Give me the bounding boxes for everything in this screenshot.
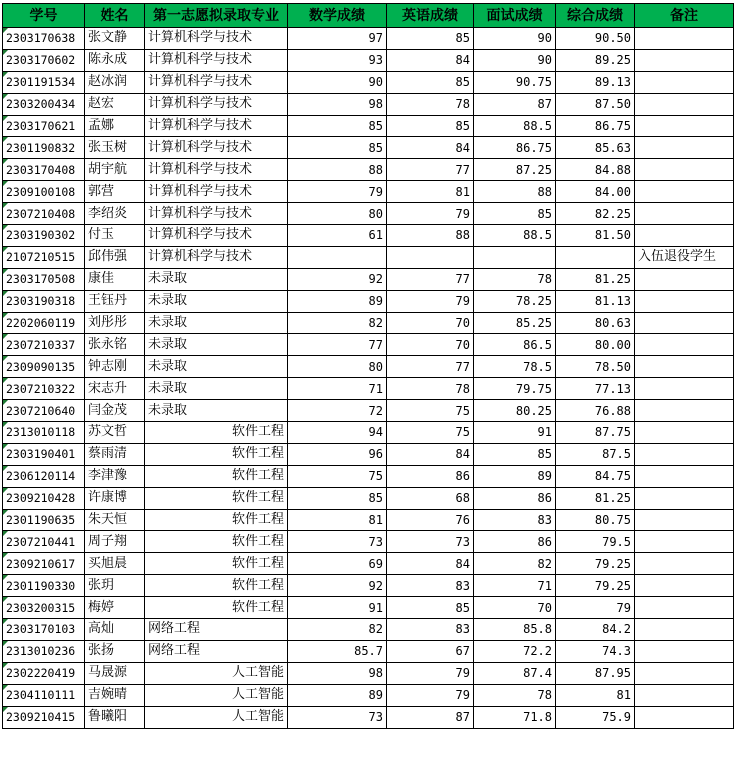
cell-note[interactable] (635, 619, 734, 641)
cell-interview-score[interactable]: 87.25 (474, 159, 556, 181)
cell-math-score[interactable]: 73 (288, 531, 387, 553)
cell-name[interactable]: 刘彤彤 (85, 312, 145, 334)
cell-major[interactable]: 软件工程 (145, 443, 288, 465)
table-row (3, 225, 734, 247)
header-total-score[interactable]: 综合成绩 (556, 4, 635, 28)
cell-english-score[interactable]: 79 (387, 290, 474, 312)
cell-english-score[interactable]: 76 (387, 509, 474, 531)
cell-interview-score[interactable]: 89 (474, 465, 556, 487)
cell-major[interactable]: 计算机科学与技术 (145, 159, 288, 181)
cell-student-id[interactable]: 2307210640 (3, 400, 85, 422)
cell-english-score[interactable]: 87 (387, 706, 474, 728)
cell-name[interactable]: 陈永成 (85, 49, 145, 71)
table-row (3, 378, 734, 400)
cell-student-id[interactable]: 2301190635 (3, 509, 85, 531)
cell-interview-score[interactable]: 83 (474, 509, 556, 531)
cell-english-score[interactable]: 85 (387, 71, 474, 93)
cell-name[interactable]: 蔡雨清 (85, 443, 145, 465)
table-row (3, 71, 734, 93)
table-row (3, 93, 734, 115)
cell-student-id[interactable]: 2307210322 (3, 378, 85, 400)
cell-name[interactable]: 张文静 (85, 28, 145, 50)
cell-english-score[interactable]: 67 (387, 640, 474, 662)
cell-total-score[interactable]: 81 (556, 684, 635, 706)
cell-interview-score[interactable]: 91 (474, 422, 556, 444)
header-major[interactable]: 第一志愿拟录取专业 (145, 4, 288, 28)
cell-student-id[interactable]: 2303170508 (3, 268, 85, 290)
cell-total-score[interactable]: 87.75 (556, 422, 635, 444)
cell-math-score[interactable]: 92 (288, 268, 387, 290)
cell-major[interactable]: 软件工程 (145, 422, 288, 444)
cell-student-id[interactable]: 2301190832 (3, 137, 85, 159)
cell-english-score[interactable]: 75 (387, 400, 474, 422)
cell-total-score[interactable]: 79.25 (556, 575, 635, 597)
cell-name[interactable]: 宋志升 (85, 378, 145, 400)
cell-note[interactable] (635, 553, 734, 575)
cell-english-score[interactable]: 85 (387, 597, 474, 619)
cell-math-score[interactable]: 69 (288, 553, 387, 575)
cell-english-score[interactable] (387, 246, 474, 268)
cell-total-score[interactable]: 79.5 (556, 531, 635, 553)
table-row (3, 203, 734, 225)
cell-english-score[interactable]: 68 (387, 487, 474, 509)
cell-student-id[interactable]: 2309100108 (3, 181, 85, 203)
cell-interview-score[interactable]: 78 (474, 268, 556, 290)
cell-english-score[interactable]: 79 (387, 662, 474, 684)
cell-total-score[interactable]: 87.5 (556, 443, 635, 465)
cell-note[interactable] (635, 487, 734, 509)
cell-total-score[interactable]: 80.75 (556, 509, 635, 531)
cell-interview-score[interactable]: 85 (474, 443, 556, 465)
cell-english-score[interactable]: 81 (387, 181, 474, 203)
cell-interview-score[interactable]: 78.25 (474, 290, 556, 312)
cell-name[interactable]: 张扬 (85, 640, 145, 662)
cell-interview-score[interactable]: 88 (474, 181, 556, 203)
cell-name[interactable]: 张永铭 (85, 334, 145, 356)
table-row (3, 553, 734, 575)
cell-student-id[interactable]: 2301191534 (3, 71, 85, 93)
cell-interview-score[interactable]: 78.5 (474, 356, 556, 378)
cell-major[interactable]: 软件工程 (145, 465, 288, 487)
cell-name[interactable]: 付玉 (85, 225, 145, 247)
cell-math-score[interactable]: 80 (288, 356, 387, 378)
cell-interview-score[interactable]: 87.4 (474, 662, 556, 684)
cell-major[interactable]: 未录取 (145, 312, 288, 334)
cell-major[interactable]: 网络工程 (145, 640, 288, 662)
cell-note[interactable]: 入伍退役学生 (635, 246, 734, 268)
cell-math-score[interactable]: 81 (288, 509, 387, 531)
cell-math-score[interactable]: 73 (288, 706, 387, 728)
cell-english-score[interactable]: 84 (387, 553, 474, 575)
cell-major[interactable]: 未录取 (145, 356, 288, 378)
cell-math-score[interactable]: 85 (288, 137, 387, 159)
cell-name[interactable]: 鲁曦阳 (85, 706, 145, 728)
cell-english-score[interactable]: 78 (387, 378, 474, 400)
cell-total-score[interactable]: 76.88 (556, 400, 635, 422)
cell-note[interactable] (635, 71, 734, 93)
cell-name[interactable]: 闫金茂 (85, 400, 145, 422)
cell-interview-score[interactable] (474, 246, 556, 268)
cell-interview-score[interactable]: 86.75 (474, 137, 556, 159)
cell-major[interactable]: 网络工程 (145, 619, 288, 641)
cell-interview-score[interactable]: 86 (474, 531, 556, 553)
cell-math-score[interactable]: 92 (288, 575, 387, 597)
cell-total-score[interactable]: 84.00 (556, 181, 635, 203)
cell-student-id[interactable]: 2307210441 (3, 531, 85, 553)
cell-total-score[interactable]: 74.3 (556, 640, 635, 662)
cell-total-score[interactable]: 86.75 (556, 115, 635, 137)
table-row (3, 246, 734, 268)
cell-major[interactable]: 未录取 (145, 378, 288, 400)
cell-note[interactable] (635, 597, 734, 619)
cell-major[interactable]: 计算机科学与技术 (145, 28, 288, 50)
cell-major[interactable]: 计算机科学与技术 (145, 137, 288, 159)
cell-interview-score[interactable]: 87 (474, 93, 556, 115)
cell-interview-score[interactable]: 86 (474, 487, 556, 509)
table-row (3, 334, 734, 356)
cell-name[interactable]: 许康博 (85, 487, 145, 509)
cell-student-id[interactable]: 2303170638 (3, 28, 85, 50)
cell-major[interactable]: 软件工程 (145, 509, 288, 531)
cell-interview-score[interactable]: 71 (474, 575, 556, 597)
cell-total-score[interactable]: 84.88 (556, 159, 635, 181)
cell-total-score[interactable]: 87.50 (556, 93, 635, 115)
cell-student-id[interactable]: 2307210337 (3, 334, 85, 356)
cell-math-score[interactable]: 71 (288, 378, 387, 400)
cell-note[interactable] (635, 640, 734, 662)
cell-english-score[interactable]: 84 (387, 443, 474, 465)
table-row (3, 509, 734, 531)
cell-name[interactable]: 邱伟强 (85, 246, 145, 268)
table-row (3, 597, 734, 619)
cell-interview-score[interactable]: 79.75 (474, 378, 556, 400)
table-row (3, 115, 734, 137)
cell-interview-score[interactable]: 82 (474, 553, 556, 575)
cell-name[interactable]: 张玉树 (85, 137, 145, 159)
cell-student-id[interactable]: 2309090135 (3, 356, 85, 378)
header-english-score[interactable]: 英语成绩 (387, 4, 474, 28)
cell-major[interactable]: 未录取 (145, 290, 288, 312)
cell-total-score[interactable] (556, 246, 635, 268)
cell-total-score[interactable]: 81.50 (556, 225, 635, 247)
cell-interview-score[interactable]: 86.5 (474, 334, 556, 356)
cell-total-score[interactable]: 90.50 (556, 28, 635, 50)
cell-name[interactable]: 孟娜 (85, 115, 145, 137)
cell-total-score[interactable]: 81.25 (556, 268, 635, 290)
table-body (3, 28, 734, 729)
cell-interview-score[interactable]: 71.8 (474, 706, 556, 728)
cell-name[interactable]: 张玥 (85, 575, 145, 597)
cell-student-id[interactable]: 2309210428 (3, 487, 85, 509)
table-row (3, 662, 734, 684)
cell-major[interactable]: 软件工程 (145, 575, 288, 597)
cell-interview-score[interactable]: 85 (474, 203, 556, 225)
cell-name[interactable]: 周子翔 (85, 531, 145, 553)
cell-note[interactable] (635, 706, 734, 728)
cell-math-score[interactable]: 93 (288, 49, 387, 71)
cell-math-score[interactable]: 85 (288, 487, 387, 509)
cell-interview-score[interactable]: 72.2 (474, 640, 556, 662)
cell-english-score[interactable]: 77 (387, 268, 474, 290)
cell-note[interactable] (635, 268, 734, 290)
cell-note[interactable] (635, 443, 734, 465)
cell-english-score[interactable]: 83 (387, 575, 474, 597)
cell-total-score[interactable]: 82.25 (556, 203, 635, 225)
cell-major[interactable]: 未录取 (145, 400, 288, 422)
cell-math-score[interactable]: 77 (288, 334, 387, 356)
cell-english-score[interactable]: 77 (387, 356, 474, 378)
cell-english-score[interactable]: 70 (387, 334, 474, 356)
header-student-id[interactable]: 学号 (3, 4, 85, 28)
cell-major[interactable]: 软件工程 (145, 531, 288, 553)
cell-major[interactable]: 软件工程 (145, 553, 288, 575)
cell-major[interactable]: 计算机科学与技术 (145, 115, 288, 137)
cell-interview-score[interactable]: 88.5 (474, 225, 556, 247)
cell-english-score[interactable]: 88 (387, 225, 474, 247)
table-row (3, 28, 734, 50)
cell-note[interactable] (635, 49, 734, 71)
cell-interview-score[interactable]: 90.75 (474, 71, 556, 93)
cell-total-score[interactable]: 79.25 (556, 553, 635, 575)
cell-math-score[interactable]: 82 (288, 619, 387, 641)
table-row (3, 137, 734, 159)
cell-student-id[interactable]: 2303170602 (3, 49, 85, 71)
cell-student-id[interactable]: 2302220419 (3, 662, 85, 684)
table-row (3, 640, 734, 662)
cell-total-score[interactable]: 80.00 (556, 334, 635, 356)
cell-note[interactable] (635, 312, 734, 334)
cell-total-score[interactable]: 80.63 (556, 312, 635, 334)
cell-english-score[interactable]: 70 (387, 312, 474, 334)
table-row (3, 531, 734, 553)
cell-math-score[interactable]: 88 (288, 159, 387, 181)
cell-student-id[interactable]: 2303170621 (3, 115, 85, 137)
table-row (3, 465, 734, 487)
cell-student-id[interactable]: 2301190330 (3, 575, 85, 597)
cell-note[interactable] (635, 203, 734, 225)
cell-total-score[interactable]: 87.95 (556, 662, 635, 684)
cell-note[interactable] (635, 465, 734, 487)
cell-total-score[interactable]: 89.25 (556, 49, 635, 71)
cell-english-score[interactable]: 83 (387, 619, 474, 641)
cell-name[interactable]: 赵宏 (85, 93, 145, 115)
cell-name[interactable]: 梅婷 (85, 597, 145, 619)
cell-total-score[interactable]: 89.13 (556, 71, 635, 93)
cell-student-id[interactable]: 2303190302 (3, 225, 85, 247)
cell-major[interactable]: 计算机科学与技术 (145, 93, 288, 115)
cell-math-score[interactable]: 79 (288, 181, 387, 203)
cell-name[interactable]: 吉婉晴 (85, 684, 145, 706)
cell-major[interactable]: 人工智能 (145, 706, 288, 728)
header-math-score[interactable]: 数学成绩 (288, 4, 387, 28)
cell-math-score[interactable]: 98 (288, 93, 387, 115)
table-row (3, 706, 734, 728)
table-row (3, 268, 734, 290)
cell-interview-score[interactable]: 78 (474, 684, 556, 706)
cell-note[interactable] (635, 575, 734, 597)
cell-student-id[interactable]: 2313010118 (3, 422, 85, 444)
table-row (3, 159, 734, 181)
cell-name[interactable]: 李津豫 (85, 465, 145, 487)
cell-major[interactable]: 计算机科学与技术 (145, 49, 288, 71)
cell-student-id[interactable]: 2303200315 (3, 597, 85, 619)
cell-interview-score[interactable]: 85.8 (474, 619, 556, 641)
table-row (3, 181, 734, 203)
cell-note[interactable] (635, 137, 734, 159)
header-interview-score[interactable]: 面试成绩 (474, 4, 556, 28)
cell-name[interactable]: 郭营 (85, 181, 145, 203)
cell-math-score[interactable]: 96 (288, 443, 387, 465)
cell-math-score[interactable]: 98 (288, 662, 387, 684)
cell-major[interactable]: 未录取 (145, 268, 288, 290)
cell-english-score[interactable]: 75 (387, 422, 474, 444)
cell-total-score[interactable]: 78.50 (556, 356, 635, 378)
cell-major[interactable]: 未录取 (145, 334, 288, 356)
cell-total-score[interactable]: 81.13 (556, 290, 635, 312)
cell-name[interactable]: 钟志刚 (85, 356, 145, 378)
cell-major[interactable]: 计算机科学与技术 (145, 203, 288, 225)
table-row (3, 575, 734, 597)
cell-note[interactable] (635, 290, 734, 312)
cell-name[interactable]: 李绍炎 (85, 203, 145, 225)
cell-major[interactable]: 人工智能 (145, 662, 288, 684)
cell-interview-score[interactable]: 90 (474, 49, 556, 71)
cell-english-score[interactable]: 85 (387, 28, 474, 50)
cell-note[interactable] (635, 662, 734, 684)
cell-math-score[interactable]: 90 (288, 71, 387, 93)
cell-name[interactable]: 买旭晨 (85, 553, 145, 575)
cell-name[interactable]: 康佳 (85, 268, 145, 290)
cell-math-score[interactable]: 85.7 (288, 640, 387, 662)
cell-math-score[interactable]: 89 (288, 684, 387, 706)
cell-math-score[interactable]: 85 (288, 115, 387, 137)
cell-total-score[interactable]: 79 (556, 597, 635, 619)
table-row (3, 684, 734, 706)
cell-english-score[interactable]: 84 (387, 137, 474, 159)
cell-english-score[interactable]: 73 (387, 531, 474, 553)
cell-english-score[interactable]: 79 (387, 203, 474, 225)
cell-note[interactable] (635, 422, 734, 444)
header-note[interactable]: 备注 (635, 4, 734, 28)
cell-interview-score[interactable]: 70 (474, 597, 556, 619)
cell-major[interactable]: 计算机科学与技术 (145, 225, 288, 247)
table-row (3, 312, 734, 334)
cell-math-score[interactable]: 82 (288, 312, 387, 334)
cell-math-score[interactable]: 75 (288, 465, 387, 487)
cell-math-score[interactable]: 61 (288, 225, 387, 247)
cell-student-id[interactable]: 2303170408 (3, 159, 85, 181)
table-row (3, 356, 734, 378)
cell-math-score[interactable]: 72 (288, 400, 387, 422)
header-name[interactable]: 姓名 (85, 4, 145, 28)
cell-english-score[interactable]: 78 (387, 93, 474, 115)
cell-interview-score[interactable]: 88.5 (474, 115, 556, 137)
cell-note[interactable] (635, 400, 734, 422)
cell-note[interactable] (635, 115, 734, 137)
cell-student-id[interactable]: 2303190318 (3, 290, 85, 312)
cell-student-id[interactable]: 2309210617 (3, 553, 85, 575)
cell-major[interactable]: 计算机科学与技术 (145, 181, 288, 203)
cell-note[interactable] (635, 509, 734, 531)
cell-note[interactable] (635, 356, 734, 378)
cell-note[interactable] (635, 28, 734, 50)
cell-math-score[interactable]: 80 (288, 203, 387, 225)
cell-student-id[interactable]: 2309210415 (3, 706, 85, 728)
cell-name[interactable]: 朱天恒 (85, 509, 145, 531)
table-row (3, 443, 734, 465)
cell-major[interactable]: 计算机科学与技术 (145, 246, 288, 268)
cell-name[interactable]: 胡宇航 (85, 159, 145, 181)
admission-table (2, 3, 734, 729)
cell-name[interactable]: 王钰丹 (85, 290, 145, 312)
cell-student-id[interactable]: 2107210515 (3, 246, 85, 268)
cell-note[interactable] (635, 159, 734, 181)
cell-total-score[interactable]: 81.25 (556, 487, 635, 509)
cell-student-id[interactable]: 2202060119 (3, 312, 85, 334)
table-row (3, 422, 734, 444)
cell-student-id[interactable]: 2303200434 (3, 93, 85, 115)
cell-math-score[interactable]: 91 (288, 597, 387, 619)
cell-name[interactable]: 高灿 (85, 619, 145, 641)
cell-major[interactable]: 人工智能 (145, 684, 288, 706)
cell-total-score[interactable]: 75.9 (556, 706, 635, 728)
table-row (3, 487, 734, 509)
cell-english-score[interactable]: 85 (387, 115, 474, 137)
cell-interview-score[interactable]: 90 (474, 28, 556, 50)
cell-major[interactable]: 软件工程 (145, 487, 288, 509)
header-row (3, 4, 734, 28)
cell-name[interactable]: 赵冰润 (85, 71, 145, 93)
cell-interview-score[interactable]: 80.25 (474, 400, 556, 422)
cell-student-id[interactable]: 2306120114 (3, 465, 85, 487)
cell-note[interactable] (635, 225, 734, 247)
cell-interview-score[interactable]: 85.25 (474, 312, 556, 334)
cell-english-score[interactable]: 84 (387, 49, 474, 71)
cell-name[interactable]: 马晟源 (85, 662, 145, 684)
cell-math-score[interactable]: 97 (288, 28, 387, 50)
table-row (3, 49, 734, 71)
table-row (3, 290, 734, 312)
cell-student-id[interactable]: 2303190401 (3, 443, 85, 465)
cell-note[interactable] (635, 181, 734, 203)
cell-note[interactable] (635, 334, 734, 356)
cell-total-score[interactable]: 84.2 (556, 619, 635, 641)
cell-note[interactable] (635, 378, 734, 400)
cell-major[interactable]: 软件工程 (145, 597, 288, 619)
cell-student-id[interactable]: 2303170103 (3, 619, 85, 641)
cell-math-score[interactable]: 89 (288, 290, 387, 312)
table-row (3, 400, 734, 422)
cell-student-id[interactable]: 2313010236 (3, 640, 85, 662)
cell-name[interactable]: 苏文哲 (85, 422, 145, 444)
cell-note[interactable] (635, 684, 734, 706)
cell-english-score[interactable]: 86 (387, 465, 474, 487)
cell-english-score[interactable]: 79 (387, 684, 474, 706)
cell-english-score[interactable]: 77 (387, 159, 474, 181)
cell-note[interactable] (635, 531, 734, 553)
cell-total-score[interactable]: 77.13 (556, 378, 635, 400)
cell-math-score[interactable] (288, 246, 387, 268)
cell-student-id[interactable]: 2307210408 (3, 203, 85, 225)
cell-total-score[interactable]: 84.75 (556, 465, 635, 487)
cell-total-score[interactable]: 85.63 (556, 137, 635, 159)
cell-note[interactable] (635, 93, 734, 115)
cell-student-id[interactable]: 2304110111 (3, 684, 85, 706)
table-row (3, 619, 734, 641)
cell-math-score[interactable]: 94 (288, 422, 387, 444)
cell-major[interactable]: 计算机科学与技术 (145, 71, 288, 93)
